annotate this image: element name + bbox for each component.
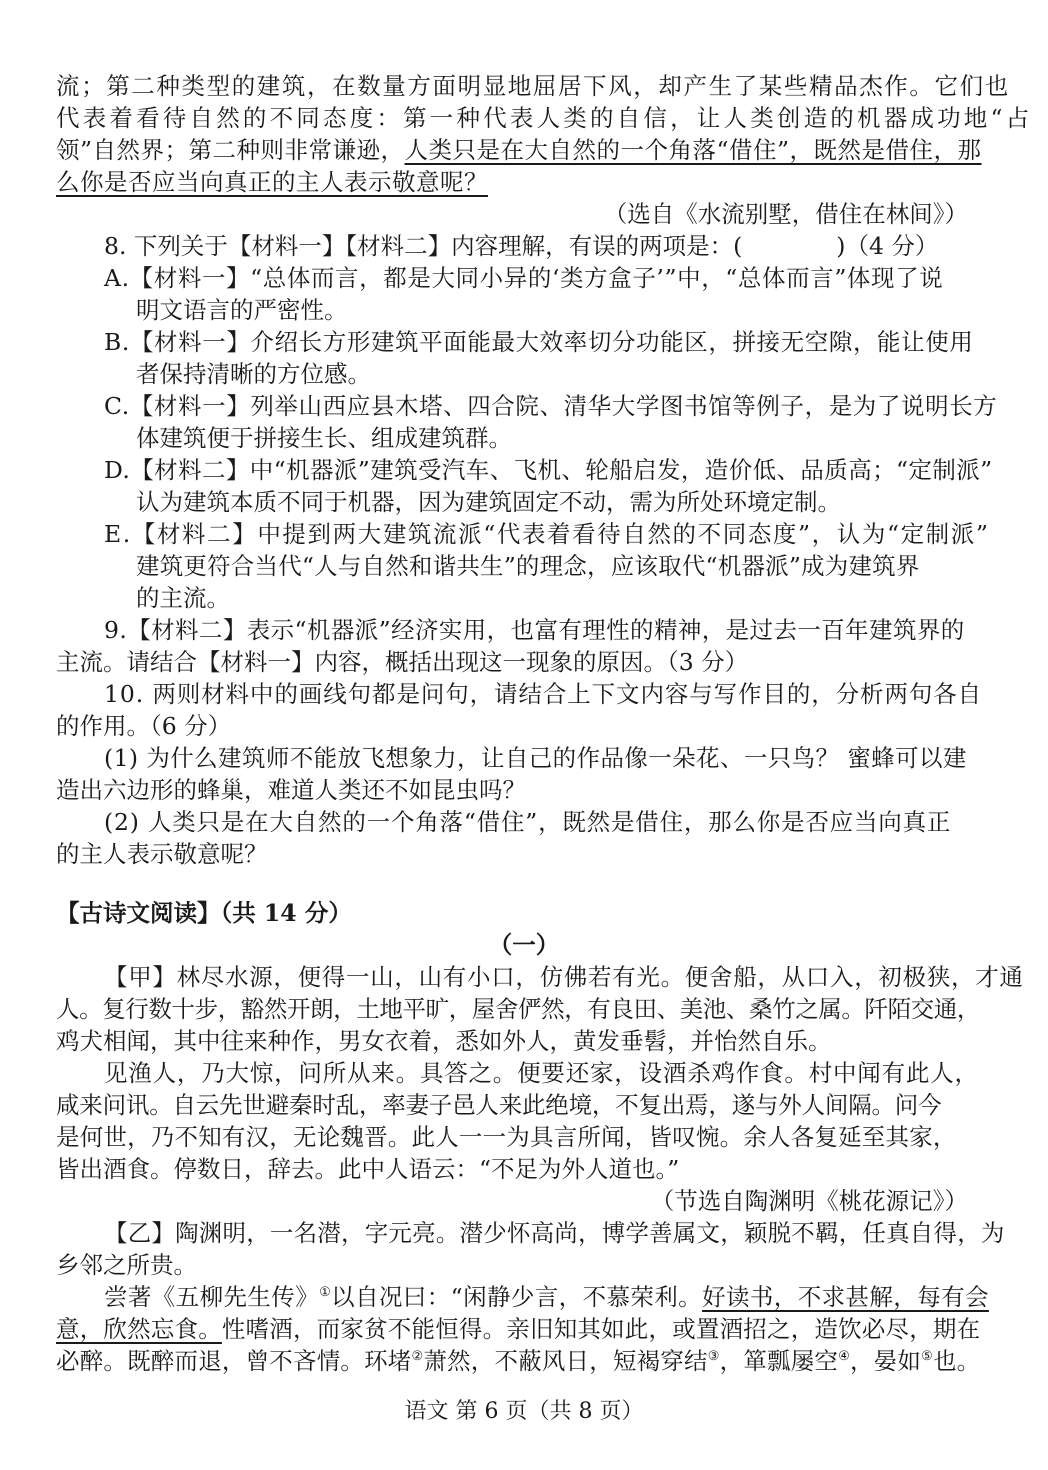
question-10: 10. 两则材料中的画线句都是问句，请结合上下文内容与写作目的，分析两句各自 [104, 680, 983, 708]
underlined-sentence: 意，欣然忘食。 [56, 1315, 222, 1343]
option-c: C.【材料一】列举山西应县木塔、四合院、清华大学图书馆等例子，是为了说明长方 [104, 392, 998, 420]
underlined-sentence: 么你是否应当向真正的主人表示敬意呢？ [56, 168, 488, 196]
passage-yi-text: 尝著《五柳先生传》 [104, 1283, 320, 1311]
passage-yi-line: 乡邻之所贵。 [56, 1251, 197, 1279]
passage-yi-line: 【乙】陶渊明，一名潜，字元亮。潜少怀高尚，博学善属文，颖脱不羁，任真自得，为 [104, 1219, 1005, 1247]
passage-yi-text: ，箪瓢屡空 [719, 1347, 839, 1375]
option-a: A.【材料一】“总体而言，都是大同小异的‘类方盒子’”中，“总体而言”体现了说 [104, 264, 944, 292]
option-b: 者保持清晰的方位感。 [136, 360, 371, 388]
material2-text: 领”自然界；第二种则非常谦逊， [56, 136, 405, 164]
underlined-sentence: 好读书，不求甚解，每有会 [702, 1283, 989, 1311]
option-d: D.【材料二】中“机器派”建筑受汽车、飞机、轮船启发，造价低、品质高；“定制派” [104, 456, 993, 484]
option-a: 明文语言的严密性。 [136, 296, 348, 324]
passage-jia-line: 咸来问讯。自云先世避秦时乱，率妻子邑人来此绝境，不复出焉，遂与外人间隔。问今 [56, 1091, 942, 1119]
passage-jia-line: 皆出酒食。停数日，辞去。此中人语云：“不足为外人道也。” [56, 1155, 680, 1183]
footnote-marker: ③ [707, 1349, 720, 1364]
question-9: 主流。请结合【材料一】内容，概括出现这一现象的原因。（3 分） [56, 648, 749, 676]
passage-yi-text: 以自况曰：“闲静少言，不慕荣利。 [331, 1283, 703, 1311]
passage-jia-line: 是何世，乃不知有汉，无论魏晋。此人一一为具言所闻，皆叹惋。余人各复延至其家， [56, 1123, 957, 1151]
underlined-sentence: 人类只是在大自然的一个角落“借住”，既然是借住，那 [404, 136, 982, 164]
material2-source: （选自《水流别墅，借住在林间》） [603, 200, 968, 228]
option-b: B.【材料一】介绍长方形建筑平面能最大效率切分功能区，拼接无空隙，能让使用 [104, 328, 974, 356]
part-heading: （一） [488, 931, 560, 959]
footnote-marker: ⑤ [921, 1349, 933, 1364]
option-e: 的主流。 [136, 584, 230, 612]
section-heading: 【古诗文阅读】（共 14 分） [56, 899, 352, 927]
footnote-marker: ② [411, 1349, 424, 1364]
question-10: 的作用。（6 分） [56, 712, 232, 740]
question-10-sentence-1: 造出六边形的蜂巢，难道人类还不如昆虫吗？ [56, 776, 526, 804]
passage-yi-text: 必醉。既醉而退，曾不吝情。环堵 [56, 1347, 412, 1375]
page-footer: 语文 第 6 页（共 8 页） [404, 1399, 644, 1424]
passage-jia-line: 人。复行数十步，豁然开朗，土地平旷，屋舍俨然，有良田、美池、桑竹之属。阡陌交通， [56, 995, 980, 1023]
passage-yi-text: ，晏如 [849, 1347, 922, 1375]
passage-jia-line: 鸡犬相闻，其中往来种作，男女衣着，悉如外人，黄发垂髫，并怡然自乐。 [56, 1027, 832, 1055]
footnote-marker: ④ [838, 1349, 850, 1364]
passage-yi-text: 萧然，不蔽风日，短褐穿结 [423, 1347, 708, 1375]
option-e: E.【材料二】中提到两大建筑流派“代表着看待自然的不同态度”，认为“定制派” [104, 520, 990, 548]
passage-yi-text: 也。 [932, 1347, 981, 1375]
option-e: 建筑更符合当代“人与自然和谐共生”的理念，应该取代“机器派”成为建筑界 [136, 552, 920, 580]
passage-jia-source: （节选自陶渊明《桃花源记》） [650, 1187, 968, 1215]
passage-jia-line: 【甲】林尽水源，便得一山，山有小口，仿佛若有光。便舍船，从口入，初极狭，才通 [104, 963, 1024, 991]
option-d: 认为建筑本质不同于机器，因为建筑固定不动，需为所处环境定制。 [136, 488, 841, 516]
option-c: 体建筑便于拼接生长、组成建筑群。 [136, 424, 512, 452]
question-10-sentence-2: (2) 人类只是在大自然的一个角落“借住”，既然是借住，那么你是否应当向真正 [104, 808, 952, 836]
passage-yi-line [56, 1313, 980, 1345]
material2-line: 代表着看待自然的不同态度：第一种代表人类的自信，让人类创造的机器成功地“占 [56, 104, 1033, 132]
question-10-sentence-2: 的主人表示敬意呢？ [56, 840, 268, 868]
question-10-sentence-1: (1) 为什么建筑师不能放飞想象力，让自己的作品像一朵花、一只鸟？ 蜜蜂可以建 [104, 744, 967, 772]
material2-line [56, 134, 982, 166]
passage-yi-line [104, 1281, 989, 1313]
passage-yi-text: 性嗜酒，而家贫不能恒得。亲旧知其如此，或置酒招之，造饮必尽，期在 [221, 1315, 981, 1343]
passage-jia-line: 见渔人，乃大惊，问所从来。具答之。便要还家，设酒杀鸡作食。村中闻有此人， [104, 1059, 979, 1087]
question-8-stem: 8. 下列关于【材料一】【材料二】内容理解，有误的两项是：( )（4 分） [104, 232, 939, 260]
footnote-marker: ① [319, 1285, 332, 1300]
material2-line: 流；第二种类型的建筑，在数量方面明显地屈居下风，却产生了某些精品杰作。它们也 [56, 72, 1010, 100]
passage-yi-line [56, 1345, 980, 1377]
material2-line [56, 166, 488, 198]
question-9: 9.【材料二】表示“机器派”经济实用，也富有理性的精神，是过去一百年建筑界的 [104, 616, 965, 644]
